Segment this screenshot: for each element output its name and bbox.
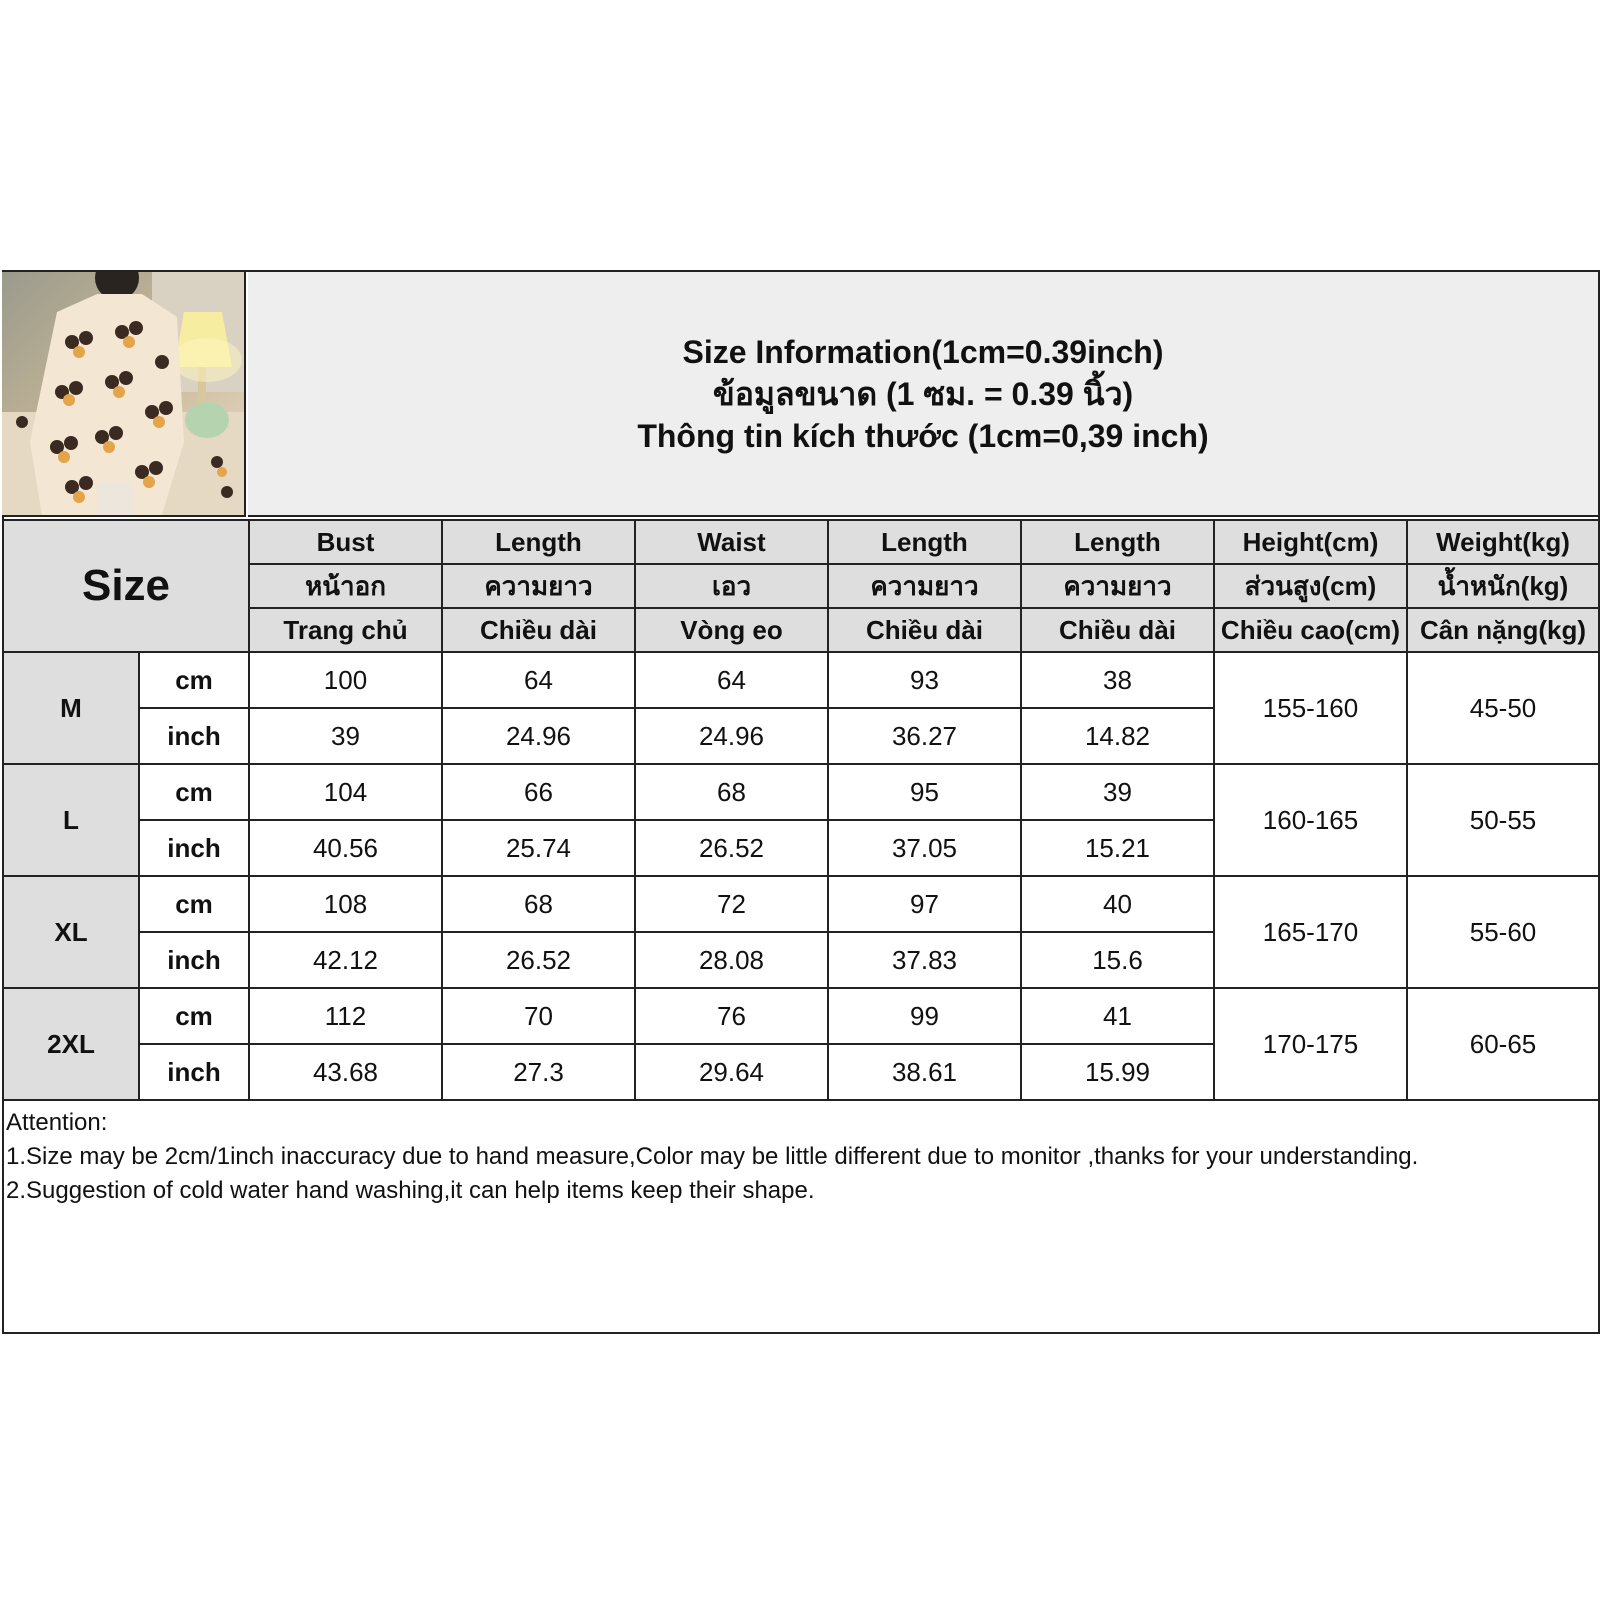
cell-value: 24.96 bbox=[635, 708, 828, 764]
cell-value: 42.12 bbox=[249, 932, 442, 988]
cell-value: 72 bbox=[635, 876, 828, 932]
column-header-vi: Cân nặng(kg) bbox=[1407, 608, 1599, 652]
size-information-title bbox=[248, 272, 1598, 517]
unit-label: cm bbox=[139, 652, 249, 708]
table-row bbox=[3, 652, 1599, 708]
height-range: 165-170 bbox=[1214, 876, 1407, 988]
unit-label: cm bbox=[139, 876, 249, 932]
table-row bbox=[3, 876, 1599, 932]
size-name: 2XL bbox=[3, 988, 139, 1100]
column-header-vi: Vòng eo bbox=[635, 608, 828, 652]
cell-value: 93 bbox=[828, 652, 1021, 708]
unit-label: inch bbox=[139, 820, 249, 876]
weight-range: 60-65 bbox=[1407, 988, 1599, 1100]
cell-value: 76 bbox=[635, 988, 828, 1044]
cell-value: 15.21 bbox=[1021, 820, 1214, 876]
attention-note: 2.Suggestion of cold water hand washing,it can help items keep their shape. bbox=[6, 1177, 815, 1204]
product-photo-image bbox=[2, 272, 244, 515]
cell-value: 64 bbox=[442, 652, 635, 708]
attention-notes bbox=[6, 1106, 1586, 1208]
cell-value: 26.52 bbox=[442, 932, 635, 988]
cell-value: 26.52 bbox=[635, 820, 828, 876]
title-english: Size Information(1cm=0.39inch) bbox=[682, 333, 1164, 370]
column-header-en: Length bbox=[1021, 520, 1214, 564]
column-header-vi: Chiều cao(cm) bbox=[1214, 608, 1407, 652]
weight-range: 45-50 bbox=[1407, 652, 1599, 764]
attention-note: 1.Size may be 2cm/1inch inaccuracy due to hand measure,Color may be little different due to monitor ,thanks for your understanding. bbox=[6, 1143, 1419, 1170]
cell-value: 40.56 bbox=[249, 820, 442, 876]
column-header-th: ความยาว bbox=[442, 564, 635, 608]
cell-value: 15.6 bbox=[1021, 932, 1214, 988]
cell-value: 28.08 bbox=[635, 932, 828, 988]
unit-label: cm bbox=[139, 988, 249, 1044]
cell-value: 68 bbox=[635, 764, 828, 820]
weight-range: 50-55 bbox=[1407, 764, 1599, 876]
unit-label: inch bbox=[139, 1044, 249, 1100]
cell-value: 25.74 bbox=[442, 820, 635, 876]
column-header-vi: Chiều dài bbox=[828, 608, 1021, 652]
column-header-th: ส่วนสูง(cm) bbox=[1214, 564, 1407, 608]
cell-value: 14.82 bbox=[1021, 708, 1214, 764]
cell-value: 104 bbox=[249, 764, 442, 820]
header-row-english bbox=[3, 520, 1599, 564]
column-header-en: Length bbox=[442, 520, 635, 564]
column-header-vi: Chiều dài bbox=[1021, 608, 1214, 652]
cell-value: 24.96 bbox=[442, 708, 635, 764]
cell-value: 43.68 bbox=[249, 1044, 442, 1100]
title-vietnamese: Thông tin kích thước (1cm=0,39 inch) bbox=[637, 417, 1209, 454]
column-header-en: Bust bbox=[249, 520, 442, 564]
cell-value: 66 bbox=[442, 764, 635, 820]
cell-value: 95 bbox=[828, 764, 1021, 820]
cell-value: 97 bbox=[828, 876, 1021, 932]
cell-value: 108 bbox=[249, 876, 442, 932]
cell-value: 29.64 bbox=[635, 1044, 828, 1100]
size-name: L bbox=[3, 764, 139, 876]
column-header-en: Waist bbox=[635, 520, 828, 564]
table-row bbox=[3, 764, 1599, 820]
column-header-th: เอว bbox=[635, 564, 828, 608]
title-thai: ข้อมูลขนาด (1 ซม. = 0.39 นิ้ว) bbox=[712, 375, 1134, 412]
product-photo bbox=[2, 272, 246, 517]
height-range: 155-160 bbox=[1214, 652, 1407, 764]
cell-value: 70 bbox=[442, 988, 635, 1044]
cell-value: 38.61 bbox=[828, 1044, 1021, 1100]
size-column-header: Size bbox=[3, 520, 249, 652]
cell-value: 37.83 bbox=[828, 932, 1021, 988]
unit-label: inch bbox=[139, 932, 249, 988]
unit-label: inch bbox=[139, 708, 249, 764]
unit-label: cm bbox=[139, 764, 249, 820]
column-header-en: Height(cm) bbox=[1214, 520, 1407, 564]
cell-value: 112 bbox=[249, 988, 442, 1044]
size-name: M bbox=[3, 652, 139, 764]
column-header-th: น้ำหนัก(kg) bbox=[1407, 564, 1599, 608]
cell-value: 64 bbox=[635, 652, 828, 708]
table-row bbox=[3, 988, 1599, 1044]
cell-value: 68 bbox=[442, 876, 635, 932]
cell-value: 100 bbox=[249, 652, 442, 708]
column-header-vi: Trang chủ bbox=[249, 608, 442, 652]
column-header-en: Weight(kg) bbox=[1407, 520, 1599, 564]
height-range: 170-175 bbox=[1214, 988, 1407, 1100]
cell-value: 39 bbox=[1021, 764, 1214, 820]
size-table bbox=[2, 519, 1600, 1101]
column-header-th: ความยาว bbox=[828, 564, 1021, 608]
cell-value: 36.27 bbox=[828, 708, 1021, 764]
cell-value: 38 bbox=[1021, 652, 1214, 708]
column-header-vi: Chiều dài bbox=[442, 608, 635, 652]
cell-value: 37.05 bbox=[828, 820, 1021, 876]
cell-value: 99 bbox=[828, 988, 1021, 1044]
height-range: 160-165 bbox=[1214, 764, 1407, 876]
attention-heading: Attention: bbox=[6, 1109, 108, 1136]
cell-value: 40 bbox=[1021, 876, 1214, 932]
column-header-th: ความยาว bbox=[1021, 564, 1214, 608]
cell-value: 27.3 bbox=[442, 1044, 635, 1100]
cell-value: 41 bbox=[1021, 988, 1214, 1044]
size-name: XL bbox=[3, 876, 139, 988]
column-header-th: หน้าอก bbox=[249, 564, 442, 608]
weight-range: 55-60 bbox=[1407, 876, 1599, 988]
column-header-en: Length bbox=[828, 520, 1021, 564]
cell-value: 15.99 bbox=[1021, 1044, 1214, 1100]
cell-value: 39 bbox=[249, 708, 442, 764]
